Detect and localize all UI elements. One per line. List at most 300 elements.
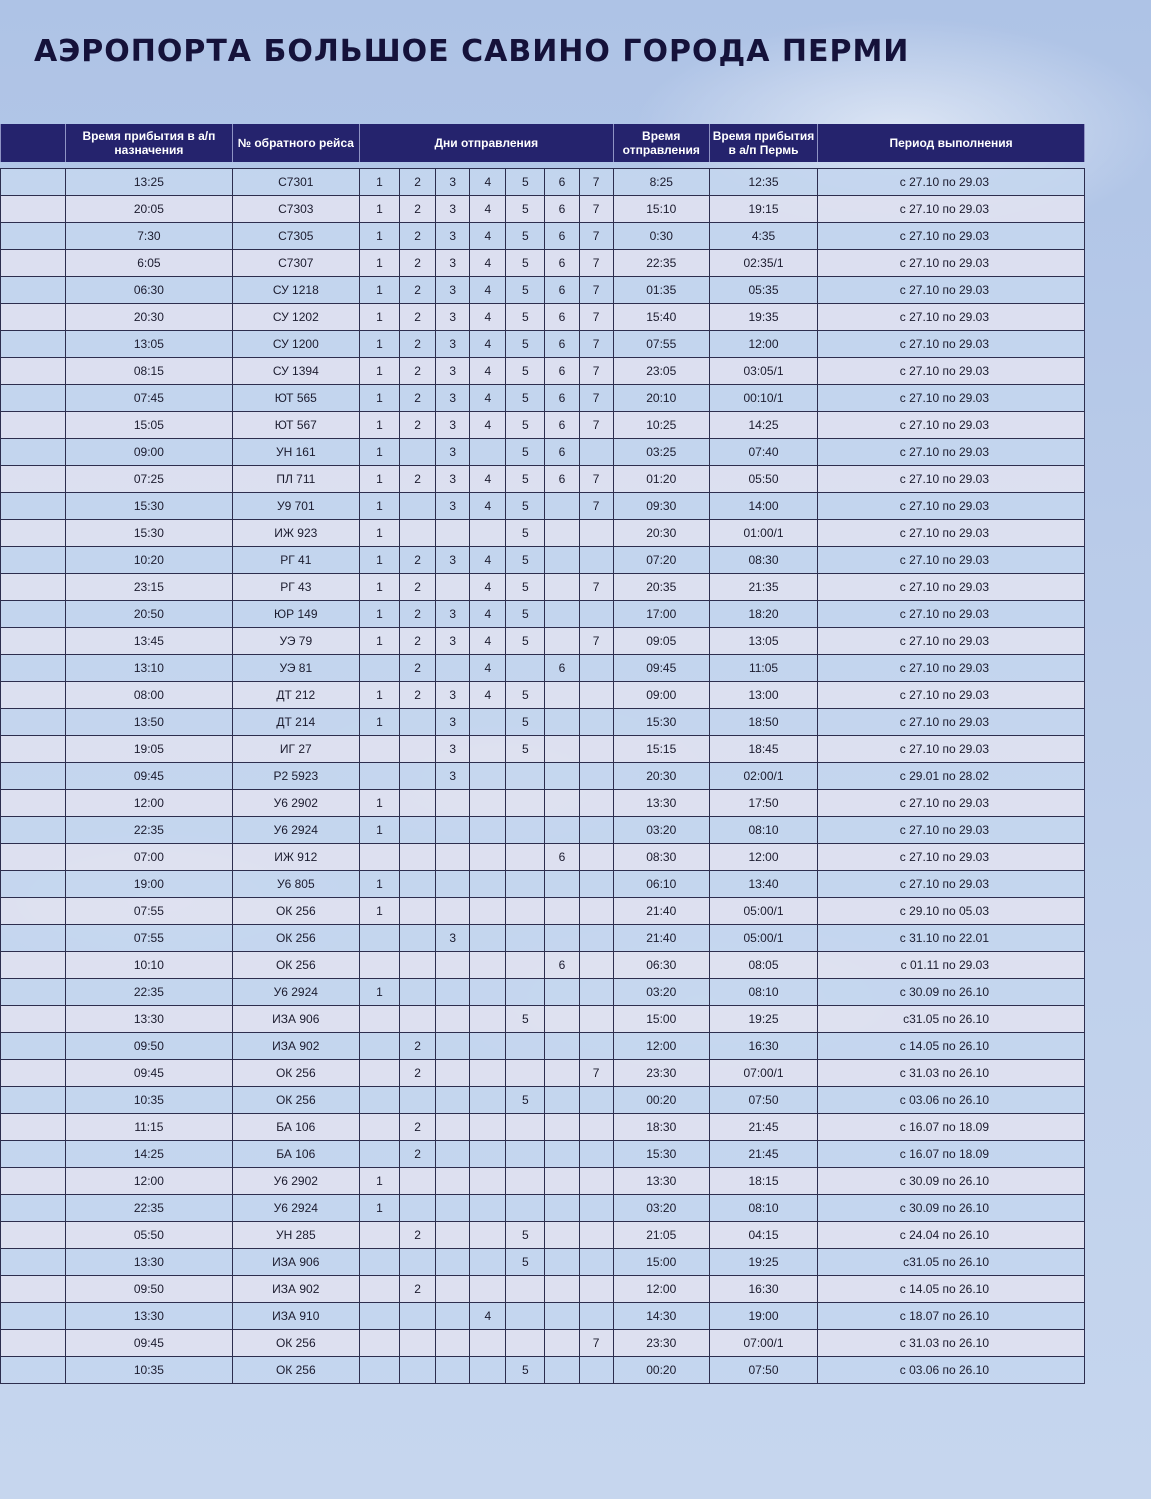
day-cell — [545, 1114, 579, 1141]
day-cell: 5 — [506, 250, 545, 277]
period-cell: с 27.10 по 29.03 — [818, 331, 1085, 358]
period-cell: с 27.10 по 29.03 — [818, 223, 1085, 250]
day-cell — [436, 1060, 470, 1087]
departure-time-cell: 21:05 — [613, 1222, 709, 1249]
day-cell — [436, 1168, 470, 1195]
period-cell: с 27.10 по 29.03 — [818, 304, 1085, 331]
period-cell: с 27.10 по 29.03 — [818, 520, 1085, 547]
day-cell: 5 — [506, 601, 545, 628]
arrival-destination-cell: 07:25 — [66, 466, 232, 493]
day-cell: 2 — [400, 250, 436, 277]
origin-cell — [1, 763, 66, 790]
day-cell: 3 — [436, 169, 470, 196]
day-cell — [400, 1168, 436, 1195]
origin-cell — [1, 547, 66, 574]
period-cell: с 27.10 по 29.03 — [818, 817, 1085, 844]
departure-time-cell: 03:25 — [613, 439, 709, 466]
day-cell — [359, 1087, 399, 1114]
page-title: АЭРОПОРТА БОЛЬШОЕ САВИНО ГОРОДА ПЕРМИ — [34, 34, 910, 69]
table-row — [1, 412, 1085, 439]
arrival-destination-cell: 07:55 — [66, 925, 232, 952]
day-cell — [470, 979, 506, 1006]
day-cell — [359, 1330, 399, 1357]
return-flight-cell: ИЗА 902 — [232, 1276, 359, 1303]
arrival-perm-cell: 00:10/1 — [709, 385, 817, 412]
origin-cell — [1, 250, 66, 277]
arrival-perm-cell: 05:50 — [709, 466, 817, 493]
day-cell — [359, 1276, 399, 1303]
origin-cell — [1, 601, 66, 628]
day-cell — [506, 871, 545, 898]
arrival-destination-cell: 15:30 — [66, 520, 232, 547]
day-cell: 4 — [470, 169, 506, 196]
day-cell — [436, 1033, 470, 1060]
arrival-perm-cell: 14:25 — [709, 412, 817, 439]
arrival-perm-cell: 05:00/1 — [709, 925, 817, 952]
day-cell: 6 — [545, 844, 579, 871]
day-cell — [579, 520, 613, 547]
day-cell — [506, 898, 545, 925]
header-arrival-perm: Время прибытия в а/п Пермь — [709, 124, 817, 162]
day-cell: 5 — [506, 304, 545, 331]
day-cell: 2 — [400, 331, 436, 358]
day-cell — [545, 601, 579, 628]
arrival-perm-cell: 07:50 — [709, 1087, 817, 1114]
day-cell: 2 — [400, 1141, 436, 1168]
return-flight-cell: ОК 256 — [232, 1330, 359, 1357]
arrival-destination-cell: 09:50 — [66, 1033, 232, 1060]
origin-cell — [1, 1141, 66, 1168]
departure-time-cell: 18:30 — [613, 1114, 709, 1141]
departure-time-cell: 03:20 — [613, 1195, 709, 1222]
day-cell: 7 — [579, 574, 613, 601]
day-cell: 1 — [359, 682, 399, 709]
day-cell: 7 — [579, 412, 613, 439]
day-cell: 3 — [436, 223, 470, 250]
arrival-destination-cell: 10:10 — [66, 952, 232, 979]
table-row — [1, 1330, 1085, 1357]
day-cell: 1 — [359, 871, 399, 898]
period-cell: с 27.10 по 29.03 — [818, 601, 1085, 628]
day-cell: 1 — [359, 790, 399, 817]
departure-time-cell: 0:30 — [613, 223, 709, 250]
day-cell — [470, 1276, 506, 1303]
day-cell — [545, 1357, 579, 1384]
day-cell — [359, 1222, 399, 1249]
day-cell: 7 — [579, 466, 613, 493]
arrival-destination-cell: 09:50 — [66, 1276, 232, 1303]
period-cell: с 27.10 по 29.03 — [818, 628, 1085, 655]
return-flight-cell: БА 106 — [232, 1141, 359, 1168]
day-cell — [506, 952, 545, 979]
day-cell: 4 — [470, 493, 506, 520]
table-row — [1, 736, 1085, 763]
day-cell: 3 — [436, 628, 470, 655]
return-flight-cell: ИЗА 906 — [232, 1006, 359, 1033]
table-row — [1, 358, 1085, 385]
day-cell — [400, 493, 436, 520]
day-cell: 4 — [470, 466, 506, 493]
departure-time-cell: 09:30 — [613, 493, 709, 520]
arrival-destination-cell: 12:00 — [66, 790, 232, 817]
day-cell — [359, 925, 399, 952]
day-cell: 4 — [470, 196, 506, 223]
day-cell: 7 — [579, 196, 613, 223]
return-flight-cell: УН 161 — [232, 439, 359, 466]
day-cell — [359, 655, 399, 682]
table-row — [1, 1087, 1085, 1114]
day-cell: 1 — [359, 1168, 399, 1195]
day-cell: 1 — [359, 412, 399, 439]
day-cell — [579, 898, 613, 925]
day-cell — [545, 790, 579, 817]
day-cell — [579, 1006, 613, 1033]
table-row — [1, 1168, 1085, 1195]
period-cell: с 27.10 по 29.03 — [818, 250, 1085, 277]
departure-time-cell: 01:20 — [613, 466, 709, 493]
day-cell: 1 — [359, 979, 399, 1006]
period-cell: с 27.10 по 29.03 — [818, 439, 1085, 466]
arrival-perm-cell: 19:35 — [709, 304, 817, 331]
origin-cell — [1, 1357, 66, 1384]
day-cell — [436, 1276, 470, 1303]
day-cell: 1 — [359, 466, 399, 493]
period-cell: с 27.10 по 29.03 — [818, 412, 1085, 439]
day-cell: 5 — [506, 439, 545, 466]
departure-time-cell: 01:35 — [613, 277, 709, 304]
day-cell: 5 — [506, 277, 545, 304]
day-cell: 4 — [470, 682, 506, 709]
arrival-perm-cell: 13:40 — [709, 871, 817, 898]
departure-time-cell: 07:20 — [613, 547, 709, 574]
departure-time-cell: 06:10 — [613, 871, 709, 898]
departure-time-cell: 21:40 — [613, 898, 709, 925]
origin-cell — [1, 1222, 66, 1249]
arrival-destination-cell: 13:30 — [66, 1303, 232, 1330]
day-cell: 5 — [506, 628, 545, 655]
day-cell — [545, 1276, 579, 1303]
day-cell — [506, 655, 545, 682]
day-cell — [470, 1114, 506, 1141]
day-cell: 2 — [400, 412, 436, 439]
arrival-destination-cell: 07:55 — [66, 898, 232, 925]
table-row — [1, 1222, 1085, 1249]
day-cell — [470, 1033, 506, 1060]
table-row — [1, 1033, 1085, 1060]
day-cell — [579, 1168, 613, 1195]
day-cell: 6 — [545, 439, 579, 466]
day-cell — [506, 1195, 545, 1222]
day-cell: 7 — [579, 358, 613, 385]
day-cell: 6 — [545, 250, 579, 277]
day-cell: 2 — [400, 304, 436, 331]
period-cell: с 29.10 по 05.03 — [818, 898, 1085, 925]
day-cell: 5 — [506, 736, 545, 763]
origin-cell — [1, 439, 66, 466]
period-cell: с 27.10 по 29.03 — [818, 277, 1085, 304]
table-row — [1, 1249, 1085, 1276]
period-cell: с 01.11 по 29.03 — [818, 952, 1085, 979]
origin-cell — [1, 1087, 66, 1114]
day-cell — [400, 1195, 436, 1222]
day-cell: 5 — [506, 547, 545, 574]
day-cell: 6 — [545, 466, 579, 493]
return-flight-cell: Р2 5923 — [232, 763, 359, 790]
return-flight-cell: УН 285 — [232, 1222, 359, 1249]
arrival-perm-cell: 18:15 — [709, 1168, 817, 1195]
table-row — [1, 439, 1085, 466]
day-cell — [359, 1114, 399, 1141]
day-cell: 1 — [359, 709, 399, 736]
day-cell — [545, 1222, 579, 1249]
day-cell: 2 — [400, 601, 436, 628]
table-row — [1, 547, 1085, 574]
day-cell — [545, 1195, 579, 1222]
day-cell: 3 — [436, 412, 470, 439]
arrival-perm-cell: 13:00 — [709, 682, 817, 709]
day-cell — [470, 439, 506, 466]
day-cell — [400, 520, 436, 547]
day-cell: 5 — [506, 1006, 545, 1033]
period-cell: с 27.10 по 29.03 — [818, 169, 1085, 196]
day-cell: 3 — [436, 304, 470, 331]
day-cell — [400, 952, 436, 979]
period-cell: с 24.04 по 26.10 — [818, 1222, 1085, 1249]
arrival-destination-cell: 10:20 — [66, 547, 232, 574]
day-cell: 1 — [359, 250, 399, 277]
arrival-destination-cell: 13:25 — [66, 169, 232, 196]
day-cell: 7 — [579, 169, 613, 196]
table-row — [1, 601, 1085, 628]
origin-cell — [1, 1114, 66, 1141]
table-row — [1, 1195, 1085, 1222]
table-row — [1, 871, 1085, 898]
return-flight-cell: С7307 — [232, 250, 359, 277]
departure-time-cell: 06:30 — [613, 952, 709, 979]
return-flight-cell: ОК 256 — [232, 898, 359, 925]
origin-cell — [1, 412, 66, 439]
day-cell — [545, 1006, 579, 1033]
return-flight-cell: РГ 41 — [232, 547, 359, 574]
period-cell: с 03.06 по 26.10 — [818, 1357, 1085, 1384]
arrival-destination-cell: 13:45 — [66, 628, 232, 655]
return-flight-cell: У6 2924 — [232, 979, 359, 1006]
origin-cell — [1, 520, 66, 547]
day-cell: 4 — [470, 385, 506, 412]
arrival-perm-cell: 05:35 — [709, 277, 817, 304]
header-row — [1, 124, 1085, 162]
arrival-destination-cell: 08:00 — [66, 682, 232, 709]
departure-time-cell: 15:30 — [613, 709, 709, 736]
day-cell — [579, 979, 613, 1006]
day-cell — [545, 763, 579, 790]
day-cell: 1 — [359, 439, 399, 466]
departure-time-cell: 8:25 — [613, 169, 709, 196]
day-cell — [400, 817, 436, 844]
arrival-destination-cell: 13:05 — [66, 331, 232, 358]
return-flight-cell: ОК 256 — [232, 1357, 359, 1384]
return-flight-cell: У6 2902 — [232, 1168, 359, 1195]
day-cell — [545, 709, 579, 736]
day-cell — [579, 1114, 613, 1141]
departure-time-cell: 20:30 — [613, 520, 709, 547]
day-cell — [436, 1141, 470, 1168]
day-cell: 5 — [506, 196, 545, 223]
origin-cell — [1, 1303, 66, 1330]
arrival-perm-cell: 07:50 — [709, 1357, 817, 1384]
return-flight-cell: БА 106 — [232, 1114, 359, 1141]
day-cell — [400, 790, 436, 817]
origin-cell — [1, 979, 66, 1006]
arrival-destination-cell: 22:35 — [66, 979, 232, 1006]
arrival-destination-cell: 06:30 — [66, 277, 232, 304]
day-cell — [436, 1222, 470, 1249]
arrival-destination-cell: 09:45 — [66, 1060, 232, 1087]
day-cell — [579, 439, 613, 466]
day-cell — [359, 736, 399, 763]
return-flight-cell: ИЗА 906 — [232, 1249, 359, 1276]
day-cell: 1 — [359, 493, 399, 520]
table-row — [1, 250, 1085, 277]
departure-time-cell: 17:00 — [613, 601, 709, 628]
origin-cell — [1, 304, 66, 331]
day-cell — [470, 1357, 506, 1384]
day-cell: 4 — [470, 250, 506, 277]
day-cell: 6 — [545, 412, 579, 439]
day-cell — [579, 547, 613, 574]
day-cell — [400, 1006, 436, 1033]
arrival-destination-cell: 19:05 — [66, 736, 232, 763]
day-cell: 4 — [470, 628, 506, 655]
day-cell — [400, 763, 436, 790]
period-cell: с 29.01 по 28.02 — [818, 763, 1085, 790]
return-flight-cell: ИГ 27 — [232, 736, 359, 763]
departure-time-cell: 13:30 — [613, 1168, 709, 1195]
table-row — [1, 331, 1085, 358]
day-cell — [506, 1168, 545, 1195]
day-cell — [359, 763, 399, 790]
table-row — [1, 763, 1085, 790]
day-cell: 4 — [470, 358, 506, 385]
day-cell — [470, 925, 506, 952]
departure-time-cell: 00:20 — [613, 1357, 709, 1384]
day-cell: 1 — [359, 628, 399, 655]
origin-cell — [1, 682, 66, 709]
arrival-destination-cell: 22:35 — [66, 817, 232, 844]
day-cell: 4 — [470, 331, 506, 358]
origin-cell — [1, 925, 66, 952]
day-cell — [359, 1006, 399, 1033]
arrival-destination-cell: 12:00 — [66, 1168, 232, 1195]
day-cell: 2 — [400, 1033, 436, 1060]
day-cell — [579, 844, 613, 871]
day-cell — [545, 682, 579, 709]
day-cell — [545, 547, 579, 574]
origin-cell — [1, 331, 66, 358]
day-cell — [579, 1276, 613, 1303]
arrival-destination-cell: 20:50 — [66, 601, 232, 628]
arrival-destination-cell: 22:35 — [66, 1195, 232, 1222]
period-cell: с 27.10 по 29.03 — [818, 655, 1085, 682]
period-cell: с 31.03 по 26.10 — [818, 1330, 1085, 1357]
day-cell — [506, 925, 545, 952]
return-flight-cell: У6 2902 — [232, 790, 359, 817]
day-cell — [400, 1249, 436, 1276]
day-cell — [506, 1033, 545, 1060]
day-cell: 1 — [359, 169, 399, 196]
origin-cell — [1, 223, 66, 250]
day-cell: 5 — [506, 1222, 545, 1249]
day-cell: 3 — [436, 493, 470, 520]
return-flight-cell: ИЖ 912 — [232, 844, 359, 871]
day-cell: 2 — [400, 655, 436, 682]
arrival-destination-cell: 20:05 — [66, 196, 232, 223]
day-cell — [436, 520, 470, 547]
arrival-destination-cell: 14:25 — [66, 1141, 232, 1168]
day-cell — [545, 1330, 579, 1357]
table-row — [1, 925, 1085, 952]
day-cell — [400, 925, 436, 952]
day-cell: 5 — [506, 412, 545, 439]
day-cell: 4 — [470, 277, 506, 304]
day-cell — [506, 1330, 545, 1357]
day-cell: 3 — [436, 331, 470, 358]
origin-cell — [1, 790, 66, 817]
day-cell: 2 — [400, 547, 436, 574]
day-cell — [506, 844, 545, 871]
period-cell: с 27.10 по 29.03 — [818, 574, 1085, 601]
day-cell: 2 — [400, 1276, 436, 1303]
day-cell — [470, 520, 506, 547]
day-cell: 1 — [359, 331, 399, 358]
departure-time-cell: 09:05 — [613, 628, 709, 655]
day-cell — [545, 574, 579, 601]
day-cell — [506, 1060, 545, 1087]
day-cell: 1 — [359, 277, 399, 304]
arrival-destination-cell: 13:30 — [66, 1249, 232, 1276]
return-flight-cell: ОК 256 — [232, 925, 359, 952]
day-cell — [506, 1276, 545, 1303]
day-cell — [470, 844, 506, 871]
origin-cell — [1, 844, 66, 871]
header-days: Дни отправления — [359, 124, 613, 162]
departure-time-cell: 15:30 — [613, 1141, 709, 1168]
table-row — [1, 790, 1085, 817]
period-cell: с 27.10 по 29.03 — [818, 871, 1085, 898]
return-flight-cell: С7303 — [232, 196, 359, 223]
day-cell: 3 — [436, 763, 470, 790]
day-cell — [470, 763, 506, 790]
day-cell — [579, 1222, 613, 1249]
table-row — [1, 898, 1085, 925]
day-cell: 1 — [359, 817, 399, 844]
arrival-perm-cell: 19:25 — [709, 1006, 817, 1033]
day-cell — [400, 1330, 436, 1357]
day-cell — [470, 1087, 506, 1114]
header-arrival-destination: Время прибытия в а/п назначения — [66, 124, 232, 162]
return-flight-cell: У6 2924 — [232, 817, 359, 844]
day-cell — [400, 1303, 436, 1330]
table-row — [1, 1357, 1085, 1384]
arrival-destination-cell: 07:45 — [66, 385, 232, 412]
departure-time-cell: 23:30 — [613, 1330, 709, 1357]
day-cell — [470, 1222, 506, 1249]
period-cell: с 27.10 по 29.03 — [818, 196, 1085, 223]
day-cell: 4 — [470, 304, 506, 331]
return-flight-cell: УЭ 79 — [232, 628, 359, 655]
day-cell — [545, 1033, 579, 1060]
day-cell: 7 — [579, 331, 613, 358]
